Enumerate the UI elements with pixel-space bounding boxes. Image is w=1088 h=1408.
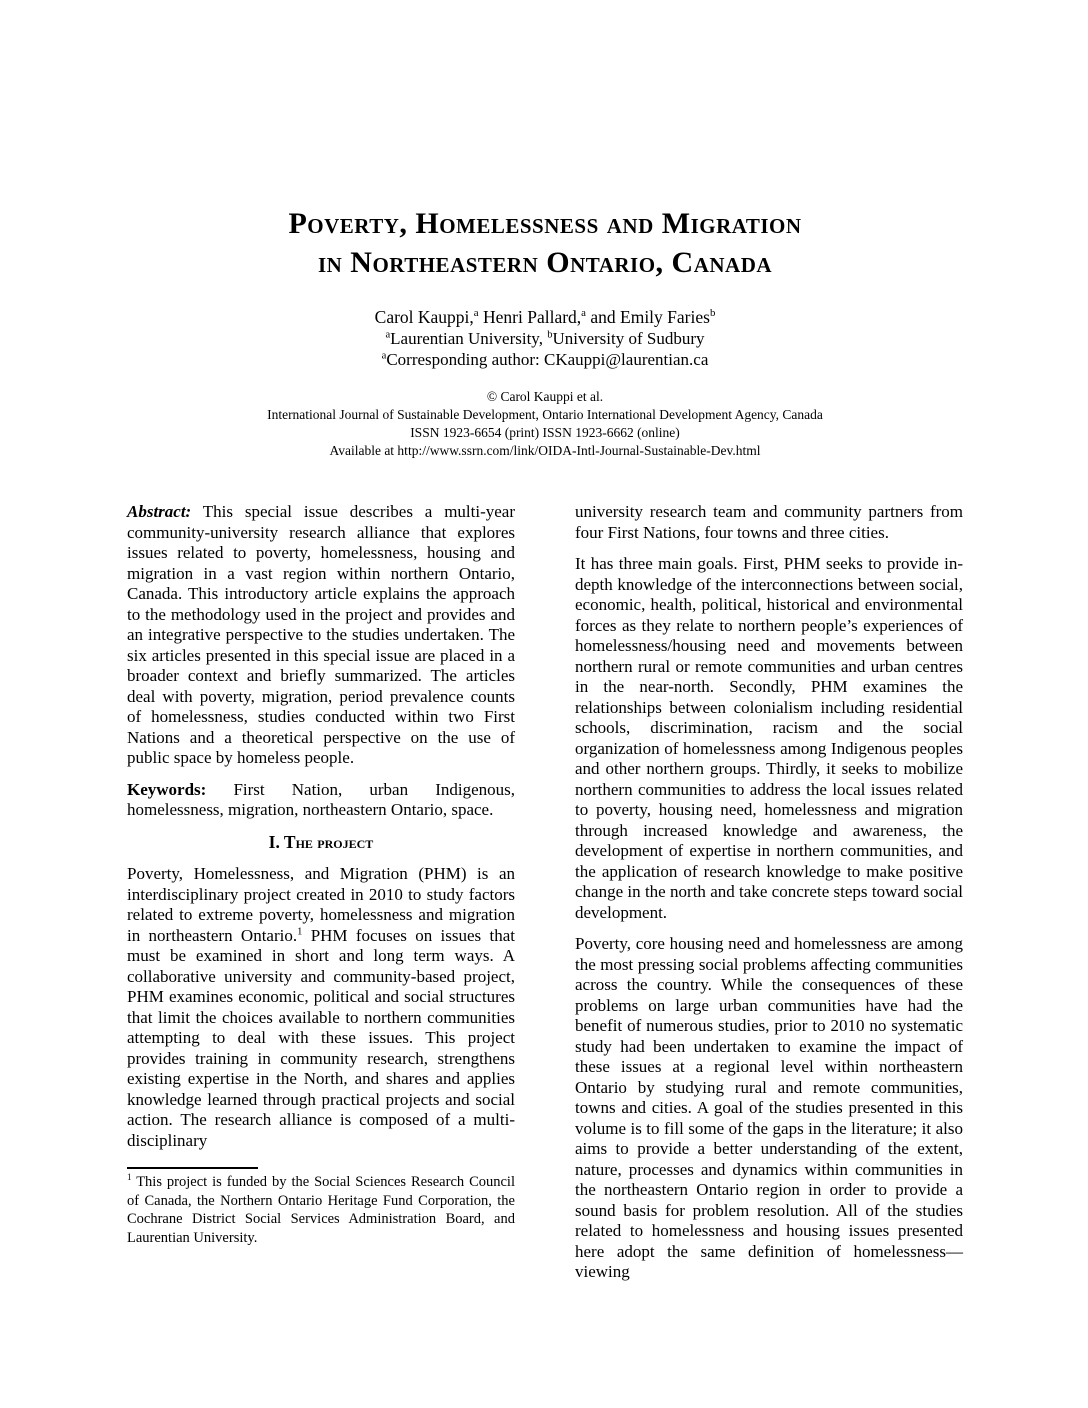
paper-title-line-1: Poverty, Homelessness and Migration bbox=[288, 207, 802, 240]
footnote-separator-rule bbox=[127, 1167, 258, 1169]
corresponding-author-line bbox=[127, 349, 963, 370]
footnote-area bbox=[127, 1167, 515, 1247]
authors-line bbox=[127, 307, 963, 328]
affiliation-a-mark: a bbox=[385, 329, 391, 341]
abstract-label: Abstract: bbox=[127, 502, 192, 521]
affiliation-a: Laurentian University, bbox=[390, 329, 548, 348]
footnote-number: 1 bbox=[127, 1172, 132, 1183]
right-column bbox=[575, 502, 963, 1294]
availability-line: Available at http://www.ssrn.com/link/OIDA-Intl-Journal-Sustainable-Dev.html bbox=[329, 443, 761, 458]
keywords-text: First Nation, urban Indigenous, homelessness, migration, northeastern Ontario, space. bbox=[127, 779, 515, 819]
paper-title-line-2: in Northeastern Ontario, Canada bbox=[317, 246, 773, 279]
left-column bbox=[127, 502, 515, 1294]
footnote-reference-mark: 1 bbox=[297, 925, 303, 937]
section-heading-the-project: I. The project bbox=[268, 831, 374, 852]
keywords-label: Keywords: bbox=[127, 779, 207, 799]
body-columns bbox=[127, 502, 963, 1294]
affiliation-b: University of Sudbury bbox=[552, 329, 705, 348]
paper-title bbox=[127, 204, 963, 282]
keywords-paragraph bbox=[127, 780, 515, 821]
author-1: Carol Kauppi, bbox=[374, 307, 474, 327]
author-3-affiliation-mark: b bbox=[709, 307, 716, 320]
project-paragraph-text-after-ref: PHM focuses on issues that must be examined in short and long term ways. A collaborative university and community-based project, PHM examines economic, political and social structures that limit the choices available to northern communities attempting to deal with these issues. This project provides training in community research, strengthens existing expertise in the North, and shares and applies knowledge learned through practical projects and social action. The research alliance is composed of a multi-disciplinary bbox=[127, 925, 515, 1150]
corresponding-author-mark: a bbox=[381, 350, 387, 362]
affiliation-b-mark: b bbox=[547, 329, 553, 341]
issn-line: ISSN 1923-6654 (print) ISSN 1923-6662 (online) bbox=[410, 425, 680, 440]
copyright-line: © Carol Kauppi et al. bbox=[486, 389, 604, 404]
affiliations-line bbox=[127, 328, 963, 349]
title-block bbox=[127, 204, 963, 460]
project-paragraph-text-before-ref: Poverty, Homelessness, and Migration (PHM) is an interdisciplinary project created in 2010 to study factors related to extreme poverty, homelessness and migration in northeastern Ontario. bbox=[127, 864, 515, 945]
author-2: Henri Pallard, bbox=[478, 307, 582, 327]
corresponding-author-text: Corresponding author: CKauppi@laurentian.ca bbox=[386, 350, 709, 369]
author-1-affiliation-mark: a bbox=[473, 307, 479, 320]
abstract-paragraph bbox=[127, 502, 515, 769]
publication-block bbox=[127, 388, 963, 460]
journal-line: International Journal of Sustainable Development, Ontario International Development Agency, Canada bbox=[267, 407, 823, 422]
author-3: and Emily Faries bbox=[586, 307, 710, 327]
context-paragraph: Poverty, core housing need and homelessness are among the most pressing social problems affecting communities across the country. While the consequences of these problems on large urban communities have had the benefit of numerous studies, prior to 2010 no systematic study had been undertaken to examine the impact of these issues at a regional level within northeastern Ontario by studying rural and remote communities, towns and cities. A goal of the studies presented in this volume is to fill some of the gaps in the literature; it also aims to provide a better understanding of the extent, nature, processes and dynamics within communities in the northeastern Ontario region in order to provide a sound basis for problem resolution. All of the studies related to homelessness and housing issues presented here adopt the same definition of homelessness—viewing bbox=[575, 934, 963, 1281]
author-2-affiliation-mark: a bbox=[581, 307, 586, 320]
continuation-paragraph: university research team and community partners from four First Nations, four towns and three cities. bbox=[575, 502, 963, 542]
footnote-text bbox=[127, 1173, 515, 1247]
goals-paragraph: It has three main goals. First, PHM seeks to provide in-depth knowledge of the interconnections between social, economic, health, political, historical and environmental forces as they relate to northern people’s experiences of homelessness/housing need and movements between northern rural or remote communities and urban centres in the near-north. Secondly, PHM examines the relationships between colonialism including residential schools, discrimination, racism and the social organization of homelessness among Indigenous peoples and other northern groups. Thirdly, it seeks to mobilize northern communities to address the local issues related to poverty, housing need, homelessness and migration through increased knowledge and awareness, the development of expertise in northern communities, and the application of research knowledge to make positive change in the north and take concrete steps toward social development. bbox=[575, 554, 963, 922]
abstract-text: This special issue describes a multi-year community-university research alliance that explores issues related to poverty, homelessness, housing and migration in a vast region within northern Ontario, Canada. This introductory article explains the approach to the methodology used in the project and provides and an integrative perspective to the studies undertaken. The six articles presented in this special issue are placed in a broader context and briefly summarized. The articles deal with poverty, migration, period prevalence counts of homelessness, studies conducted within two First Nations and a theoretical perspective on the use of public space by homeless people. bbox=[127, 502, 515, 767]
footnote-body: This project is funded by the Social Sciences Research Council of Canada, the Northern Ontario Heritage Fund Corporation, the Cochrane District Social Services Administration Board, and Laurentian University. bbox=[127, 1174, 515, 1246]
project-paragraph bbox=[127, 864, 515, 1151]
